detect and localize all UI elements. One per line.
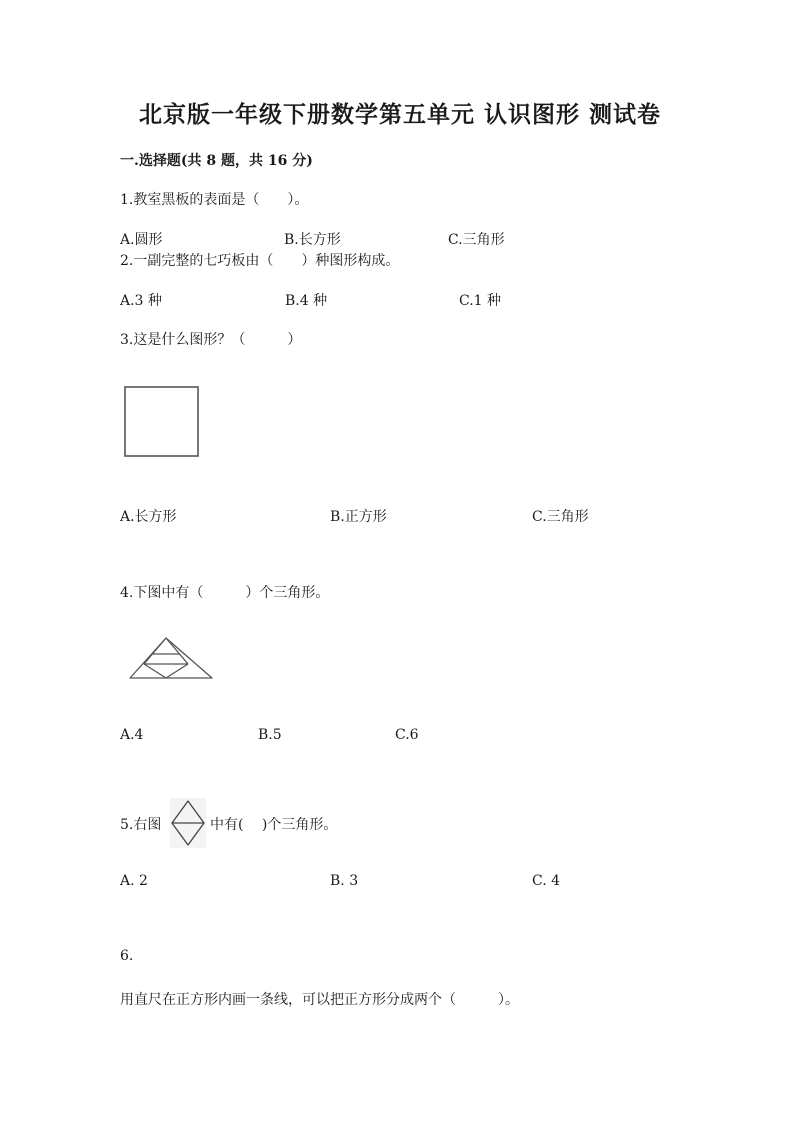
question-1-option-c[interactable]: C.三角形 [448, 232, 505, 248]
question-2-option-c[interactable]: C.1 种 [459, 293, 502, 309]
question-4-option-b[interactable]: B.5 [258, 727, 282, 743]
question-2-option-a[interactable]: A.3 种 [120, 293, 162, 309]
question-4-option-c[interactable]: C.6 [395, 727, 419, 743]
page-title: 北京版一年级下册数学第五单元 认识图形 测试卷 [138, 101, 661, 128]
question-6-text: 用直尺在正方形内画一条线，可以把正方形分成两个（ ）。 [120, 992, 519, 1008]
square-figure [124, 386, 200, 458]
question-5-text-before: 5.右图 [120, 817, 162, 833]
question-1-text: 1.教室黑板的表面是（ ）。 [120, 192, 309, 208]
question-2-option-b[interactable]: B.4 种 [285, 293, 328, 309]
question-1-option-b[interactable]: B.长方形 [284, 232, 341, 248]
question-3-option-c[interactable]: C.三角形 [532, 509, 589, 525]
triangle-figure [128, 634, 216, 682]
question-5-option-a[interactable]: A. 2 [120, 873, 148, 889]
question-4-option-a[interactable]: A.4 [120, 727, 144, 743]
question-3-option-a[interactable]: A.长方形 [120, 509, 177, 525]
question-4-text: 4.下图中有（ ）个三角形。 [120, 585, 330, 601]
question-5-option-b[interactable]: B. 3 [330, 873, 359, 889]
section-heading: 一.选择题(共 8 题，共 16 分) [120, 153, 313, 169]
question-6-number: 6. [120, 948, 134, 964]
question-3-text: 3.这是什么图形？（ ） [120, 332, 302, 348]
question-3-option-b[interactable]: B.正方形 [330, 509, 387, 525]
question-1-option-a[interactable]: A.圆形 [120, 232, 163, 248]
question-5-option-c[interactable]: C. 4 [532, 873, 561, 889]
question-2-text: 2.一副完整的七巧板由（ ）种图形构成。 [120, 253, 400, 269]
question-5-text-after: 中有( )个三角形。 [210, 817, 338, 833]
diamond-figure [170, 798, 206, 848]
